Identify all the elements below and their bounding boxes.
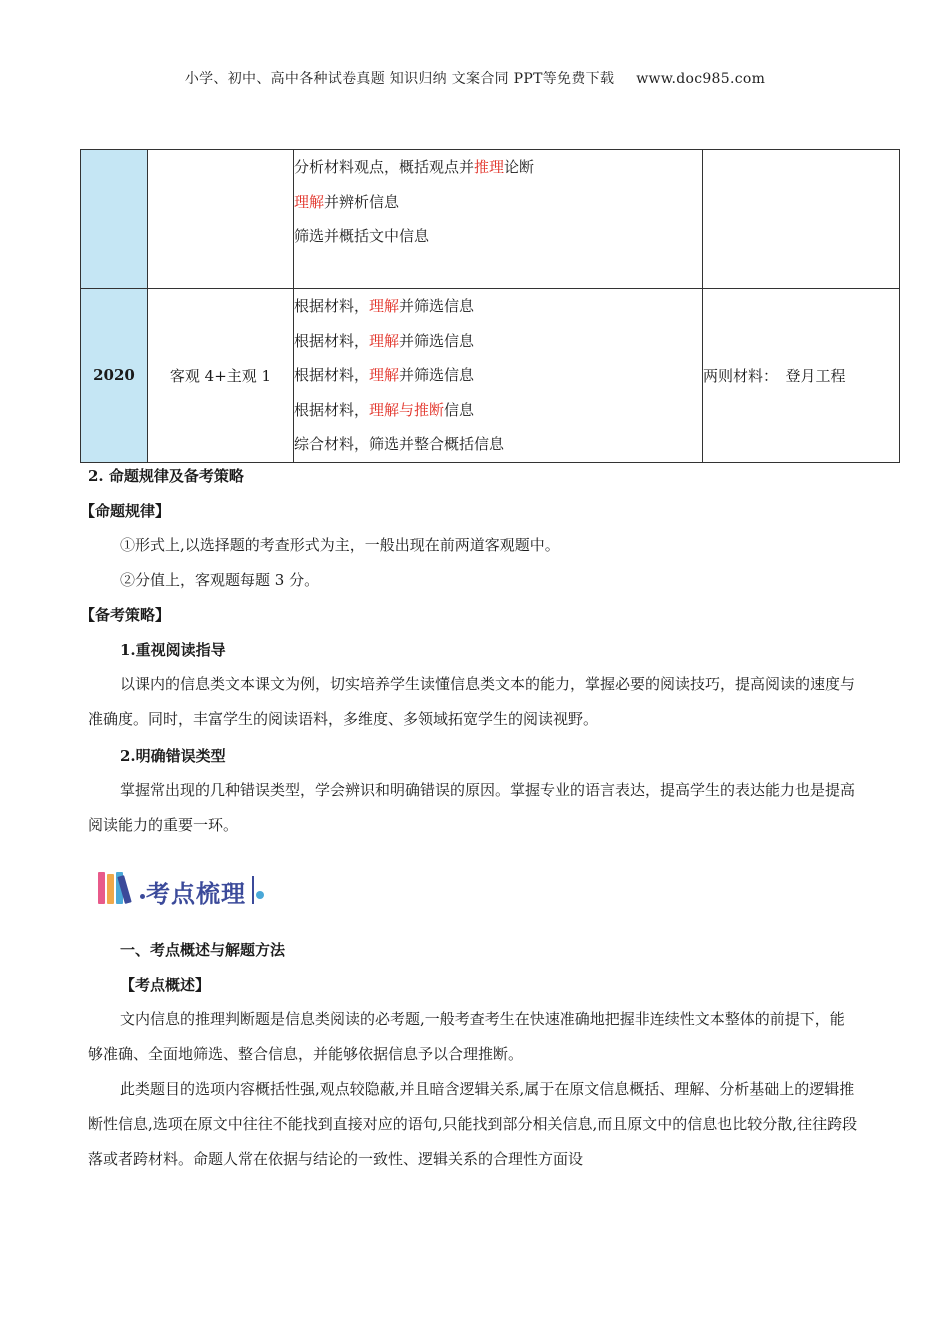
- overview-text: 文内信息的推理判断题是信息类阅读的必考题,一般考查考生在快速准确地把握非连续性文本整体的前提下，能够准确、全面地筛选、整合信息，并能够依据信息予以合理推断。: [88, 1010, 845, 1063]
- strategy-title: 1.重视阅读指导: [120, 641, 226, 659]
- point-text: 根据材料，: [294, 297, 370, 315]
- type-cell: [148, 150, 294, 289]
- point-line: [294, 324, 702, 359]
- highlight-text: 推理: [474, 158, 505, 176]
- overview-text: 此类题目的选项内容概括性强,观点较隐蔽,并且暗含逻辑关系,属于在原文信息概括、理解、分析基础上的逻辑推断性信息,选项在原文中往往不能找到直接对应的语句,只能找到部分相关信息,而且原文中的信息也比较分散,往往跨段落或者跨材料。命题人常在依据与结论的一致性、逻辑关系的合理性方面设: [88, 1080, 858, 1168]
- exam-table: [80, 149, 900, 463]
- point-text: 根据材料，: [294, 366, 370, 384]
- point-line: [294, 185, 702, 220]
- section-logo: [96, 866, 276, 910]
- strategy-label: 【备考策略】: [80, 606, 171, 624]
- period-dot: [140, 894, 145, 899]
- point-text: 综合材料，筛选并整合概括信息: [294, 435, 505, 453]
- book-spine: [98, 872, 105, 904]
- header-url[interactable]: www.doc985.com: [636, 71, 766, 87]
- point-line: [294, 150, 702, 185]
- highlight-text: 理解: [369, 366, 400, 384]
- dot-icon: [256, 891, 264, 899]
- point-text: 并筛选信息: [399, 297, 475, 315]
- point-text: 论断: [504, 158, 535, 176]
- page-header: [0, 68, 950, 88]
- section-heading: 2. 命题规律及备考策略: [88, 467, 244, 485]
- point-text: 筛选并概括文中信息: [294, 227, 430, 245]
- strategy-text: 以课内的信息类文本课文为例，切实培养学生读懂信息类文本的能力，掌握必要的阅读技巧，提高阅读的速度与准确度。同时，丰富学生的阅读语料，多维度、多领域拓宽学生的阅读视野。: [88, 675, 856, 728]
- point-text: 信息: [444, 400, 475, 419]
- header-text: 小学、初中、高中各种试卷真题 知识归纳 文案合同 PPT等免费下载: [184, 71, 615, 87]
- highlight-text: 理解: [294, 192, 325, 211]
- point-text: 并筛选信息: [399, 366, 475, 384]
- year-cell: 2020: [81, 289, 148, 463]
- cursor-bar: [252, 876, 254, 904]
- strategy-title: 2.明确错误类型: [120, 747, 226, 765]
- point-text: 并辨析信息: [324, 192, 400, 211]
- point-text: 根据材料，: [294, 331, 370, 350]
- point-text: 分析材料观点，概括观点并: [294, 158, 475, 176]
- point-line: [294, 427, 702, 462]
- point-text: 根据材料，: [294, 400, 370, 419]
- points-cell: [294, 289, 703, 463]
- rules-label: 【命题规律】: [80, 502, 171, 520]
- type-cell: 客观 4+主观 1: [148, 289, 294, 463]
- year-cell: [81, 150, 148, 289]
- table-row: [81, 289, 900, 463]
- highlight-text: 理解与推断: [369, 400, 445, 419]
- point-line: [294, 358, 702, 393]
- overview-label: 【考点概述】: [120, 976, 211, 994]
- book-spine: [107, 874, 114, 904]
- table-row: [81, 150, 900, 289]
- point-line: [294, 393, 702, 428]
- rule-item: ②分值上，客观题每题 3 分。: [120, 571, 320, 589]
- point-text: 并筛选信息: [399, 331, 475, 350]
- rule-item: ①形式上,以选择题的考查形式为主，一般出现在前两道客观题中。: [120, 536, 560, 554]
- highlight-text: 理解: [369, 331, 400, 350]
- highlight-text: 理解: [369, 297, 400, 315]
- logo-title: 考点梳理: [146, 880, 246, 908]
- point-line: [294, 219, 702, 254]
- material-cell: [703, 150, 900, 289]
- point-line: [294, 289, 702, 324]
- strategy-text: 掌握常出现的几种错误类型，学会辨识和明确错误的原因。掌握专业的语言表达，提高学生的表达能力也是提高阅读能力的重要一环。: [88, 781, 856, 834]
- points-cell: [294, 150, 703, 289]
- section-heading: 一、考点概述与解题方法: [120, 941, 286, 959]
- material-cell: 两则材料： 登月工程: [703, 289, 900, 463]
